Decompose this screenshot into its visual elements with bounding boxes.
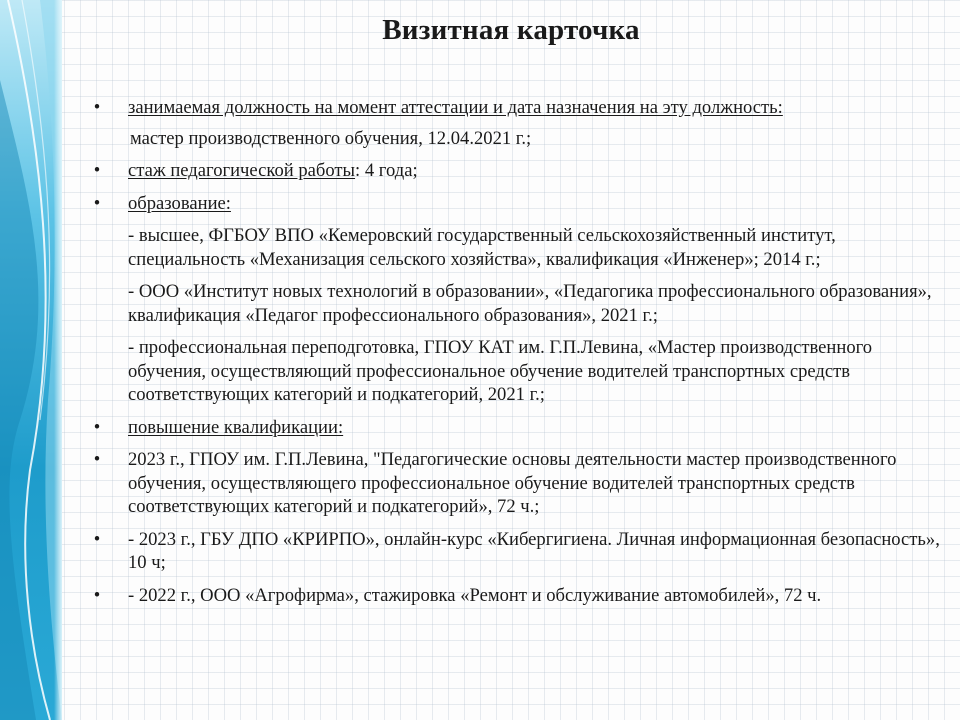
bullet: • (93, 192, 101, 214)
bullet: • (93, 528, 101, 550)
experience-label: стаж педагогической работы (128, 160, 356, 181)
training-entry: - 2023 г., ГБУ ДПО «КРИРПО», онлайн-курс «Кибергигиена. Личная информационная безопасность», 10 ч; (128, 528, 940, 573)
bullet: • (93, 416, 101, 438)
wave-decoration (0, 0, 62, 720)
list-item-training-entry (90, 584, 940, 608)
training-label: повышение квалификации: (128, 416, 344, 438)
list-item-education (90, 192, 940, 216)
list-item-experience (90, 159, 940, 183)
decorative-left-band (0, 0, 62, 720)
position-value: мастер производственного обучения, 12.04.2021 г.; (130, 127, 532, 149)
bullet: • (93, 97, 101, 118)
list-item-training-entry (90, 528, 940, 575)
training-entry: - 2022 г., ООО «Агрофирма», стажировка «Ремонт и обслуживание автомобилей», 72 ч. (128, 584, 822, 606)
position-label: занимаемая должность на момент аттестации и дата назначения на эту должность: (128, 97, 783, 118)
list-item-training (90, 416, 940, 440)
bullet: • (93, 584, 101, 606)
bullet: • (93, 160, 101, 181)
business-card-content (90, 96, 940, 607)
education-entry: - профессиональная переподготовка, ГПОУ КАТ им. Г.П.Левина, «Мастер производственного обучения, осуществляющий профессиональное обучение водителей транспортных средств соответствующих категорий и подкатегорий, 2021 г.; (128, 337, 873, 405)
education-label: образование: (128, 192, 231, 214)
experience-value: : 4 года; (355, 160, 418, 181)
education-entry: - ООО «Институт новых технологий в образовании», «Педагогика профессионального образования», квалификация «Педагог профессионального образования», 2021 г.; (128, 281, 932, 326)
list-item-position (90, 96, 940, 120)
slide-title: Визитная карточка (382, 14, 640, 46)
training-entry: 2023 г., ГПОУ им. Г.П.Левина, "Педагогические основы деятельности мастер производственного обучения, осуществляющего профессиональное обучение водителей транспортных средств соответствующих категорий и подкатегорий», 72 ч.; (128, 449, 897, 517)
list-item-training-entry (90, 448, 940, 519)
bullet: • (93, 449, 101, 470)
education-entry: - высшее, ФГБОУ ВПО «Кемеровский государственный сельскохозяйственный институт, специальность «Механизация сельского хозяйства», квалификация «Инженер»; 2014 г.; (128, 225, 836, 270)
